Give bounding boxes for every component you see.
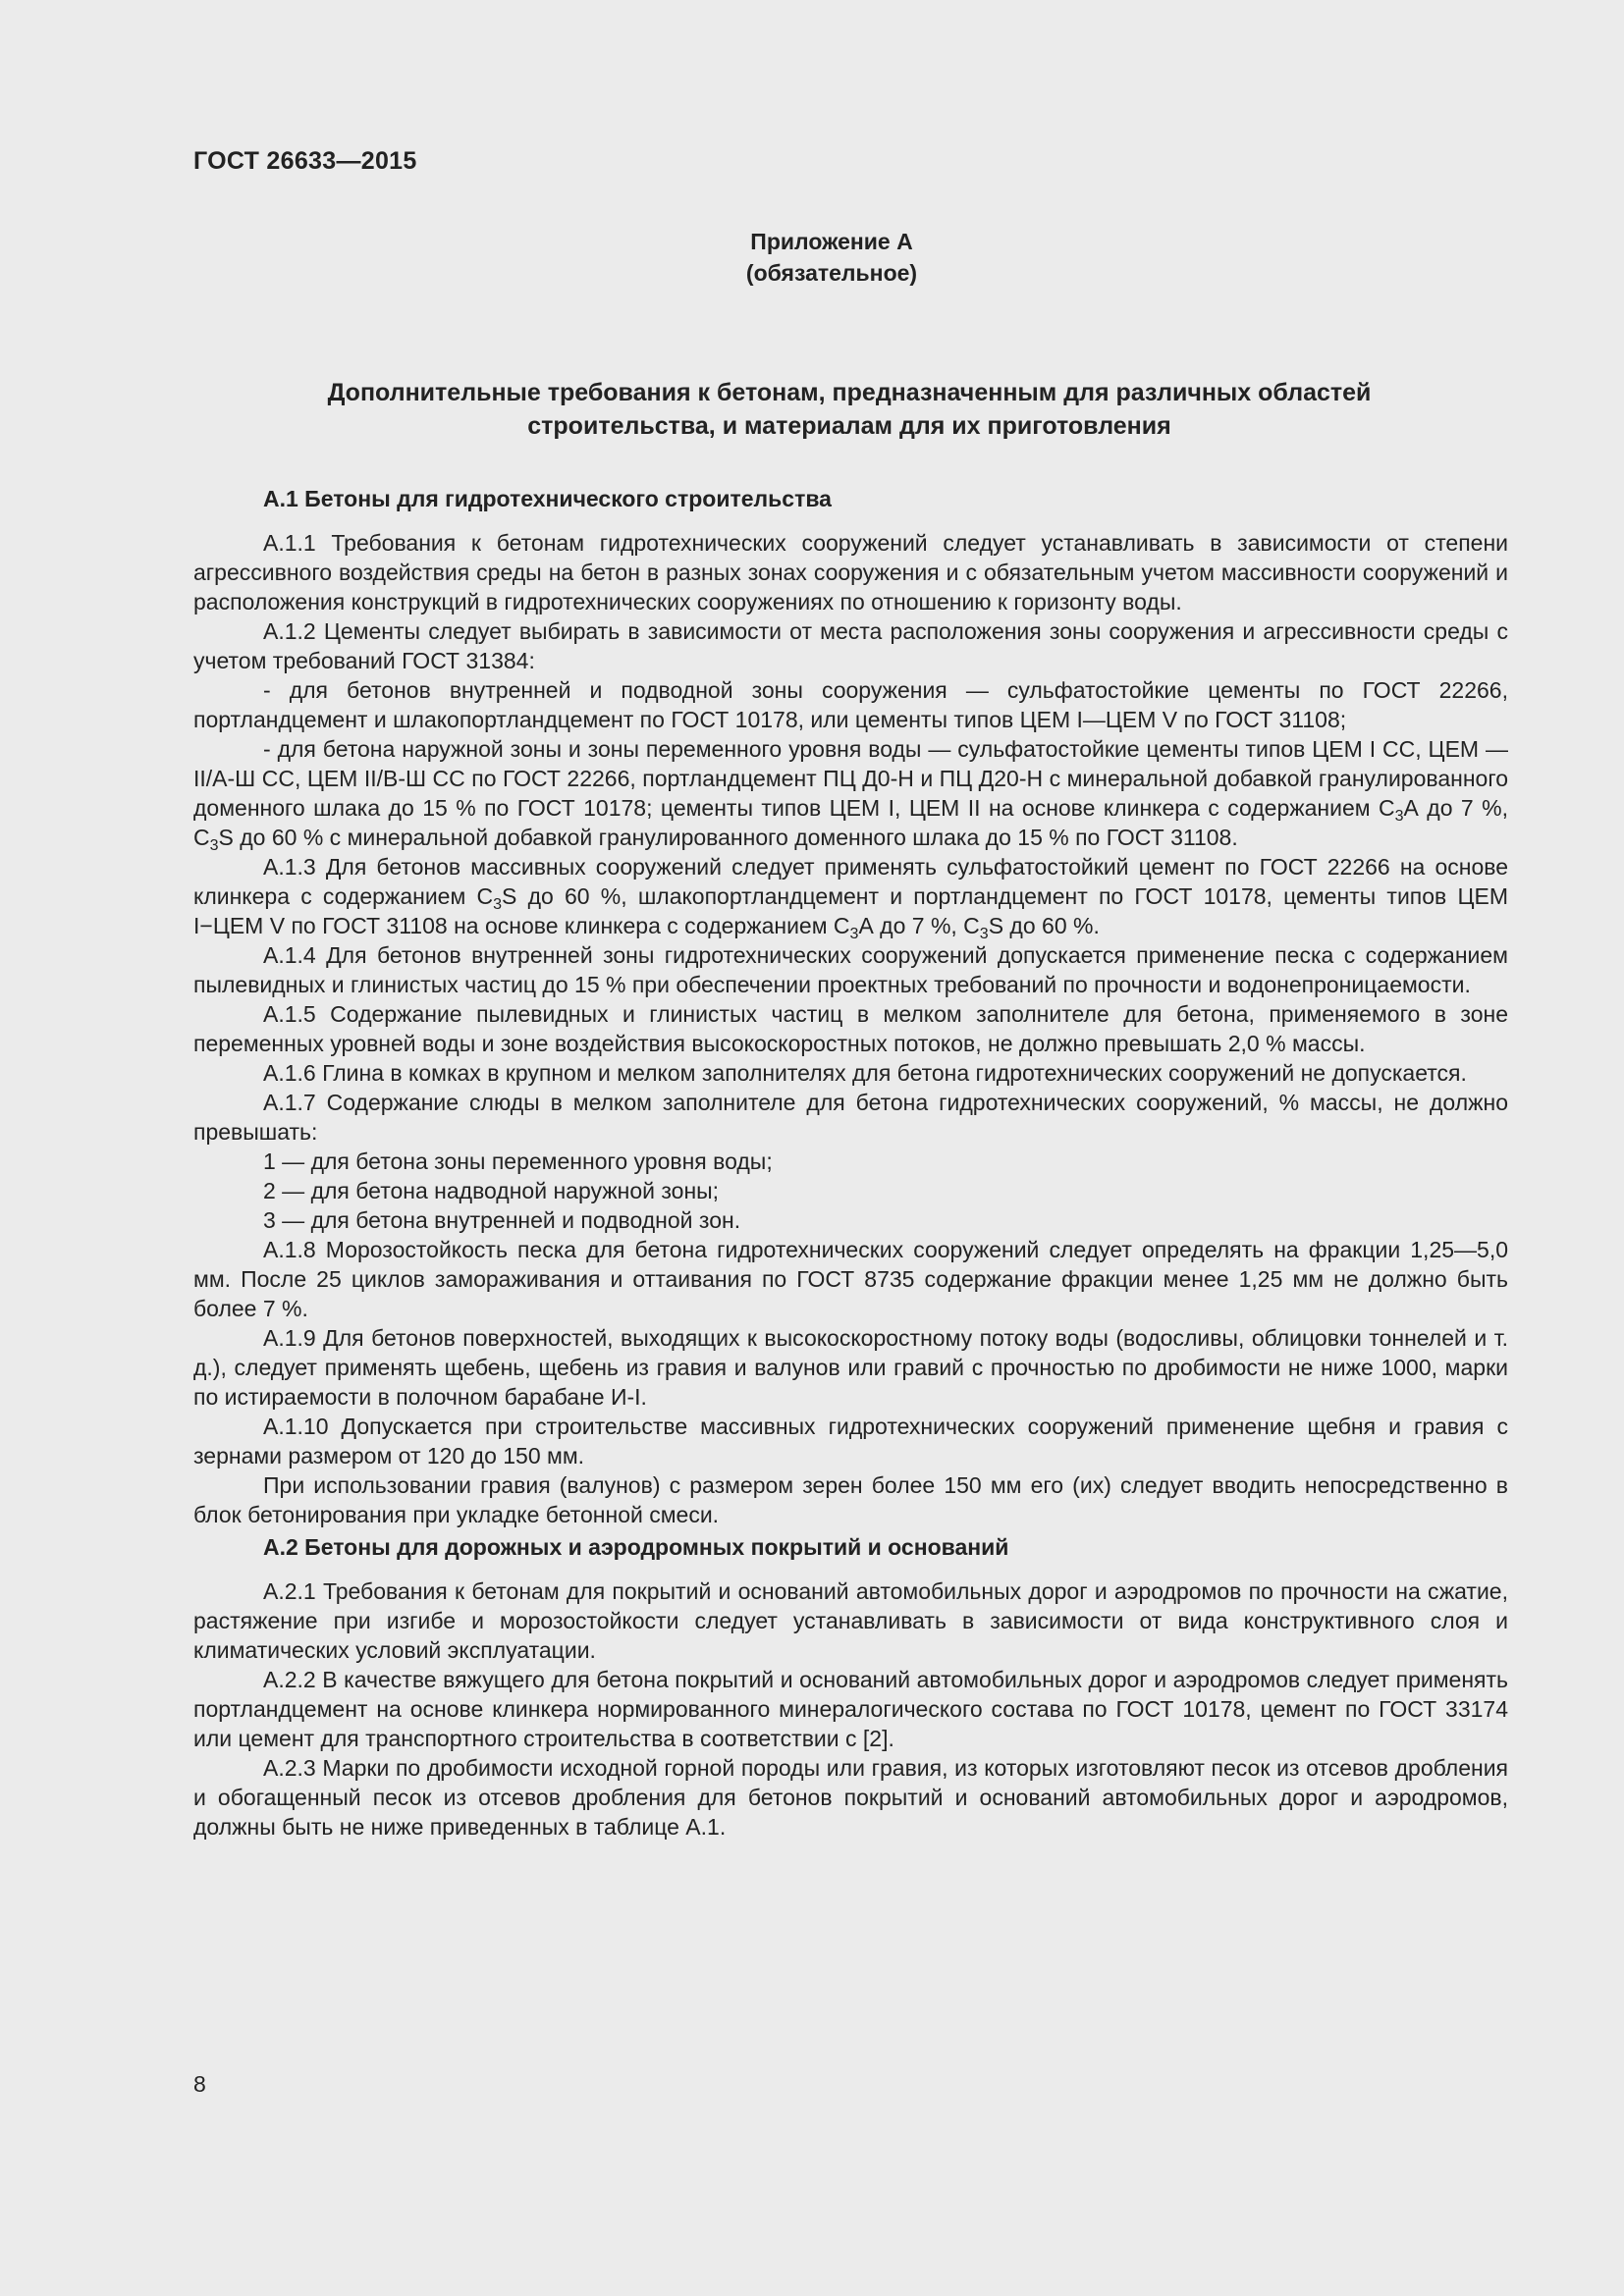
paragraph-a-2-1: А.2.1 Требования к бетонам для покрытий и оснований автомобильных дорог и аэродромов по прочности на сжатие, растяжение при изгибе и морозостойкости следует устанавливать в зависимости от вида конструктивного слоя и климатических условий эксплуатации. xyxy=(193,1578,1508,1663)
subscript: 3 xyxy=(979,926,989,942)
paragraph-a-1-6: А.1.6 Глина в комках в крупном и мелком заполнителях для бетона гидротехнических сооружений не допускается. xyxy=(263,1060,1467,1086)
paragraph-a-1-2: А.1.2 Цементы следует выбирать в зависимости от места расположения зоны сооружения и агрессивности среды с учетом требований ГОСТ 31384: xyxy=(193,618,1508,673)
subscript: 3 xyxy=(493,896,503,913)
paragraph-a-1-1: А.1.1 Требования к бетонам гидротехнических сооружений следует устанавливать в зависимости от степени агрессивного воздействия среды на бетон в разных зонах сооружения и с обязательным учетом массивности сооружений и расположения конструкций в гидротехнических сооружениях по отношению к горизонту воды. xyxy=(193,530,1508,614)
appendix-heading xyxy=(0,226,1624,289)
appendix-subtitle: (обязательное) xyxy=(745,260,918,286)
dash-2-text-a: - для бетона наружной зоны и зоны переменного уровня воды — сульфатостойкие цементы типов ЦЕМ I СС, ЦЕМ — II/А-Ш СС, ЦЕМ II/В-Ш СС по ГОСТ 22266, портландцемент ПЦ Д0-Н и ПЦ Д20-Н с минеральной добавкой гранулированного доменного шлака до 15 % по ГОСТ 10178; цементы типов ЦЕМ I, ЦЕМ II на основе клинкера с содержанием С xyxy=(193,736,1508,821)
paragraph-a-1-10: А.1.10 Допускается при строительстве массивных гидротехнических сооружений применение щебня и гравия с зернами размером от 120 до 150 мм. xyxy=(193,1414,1508,1468)
subscript: 3 xyxy=(209,837,219,854)
a-1-3-text-a: А.1.3 Для бетонов массивных сооружений следует применять сульфатостойкий цемент по ГОСТ 22266 на основе клинкера с содержанием С xyxy=(193,854,1508,909)
subscript: 3 xyxy=(1394,808,1404,825)
a-1-3-text-b: S до 60 %, шлакопортландцемент и портландцемент по ГОСТ 10178, цементы типов ЦЕМ I−ЦЕМ V по ГОСТ 31108 на основе клинкера с содержанием С xyxy=(193,883,1508,938)
paragraph-a-1-7: А.1.7 Содержание слюды в мелком заполнителе для бетона гидротехнических сооружений, % массы, не должно превышать: xyxy=(193,1090,1508,1145)
dash-2-text-b: А до 7 %, С xyxy=(193,795,1508,850)
paragraph-a-1-5: А.1.5 Содержание пылевидных и глинистых частиц в мелком заполнителе для бетона, применяемого в зоне переменных уровней воды и зоне воздействия высокоскоростных потоков, не должно превышать 2,0 % массы. xyxy=(193,1001,1508,1056)
page-number: 8 xyxy=(193,2071,206,2097)
list-item-1: 1 — для бетона зоны переменного уровня воды; xyxy=(263,1148,773,1174)
main-title xyxy=(193,376,1505,443)
subscript: 3 xyxy=(849,926,859,942)
dash-2-text-c: S до 60 % с минеральной добавкой гранулированного доменного шлака до 15 % по ГОСТ 31108. xyxy=(218,825,1238,850)
paragraph-a-1-10-continued: При использовании гравия (валунов) с размером зерен более 150 мм его (их) следует вводить непосредственно в блок бетонирования при укладке бетонной смеси. xyxy=(193,1472,1508,1527)
paragraph-a-1-4: А.1.4 Для бетонов внутренней зоны гидротехнических сооружений допускается применение песка с содержанием пылевидных и глинистых частиц до 15 % при обеспечении проектных требований по прочности и водонепроницаемости. xyxy=(193,942,1508,997)
list-item-dash-2 xyxy=(193,734,1508,852)
document-code: ГОСТ 26633—2015 xyxy=(193,147,417,175)
section-heading-a2: А.2 Бетоны для дорожных и аэродромных покрытий и оснований xyxy=(263,1534,1009,1560)
paragraph-a-1-3 xyxy=(193,852,1508,940)
section-heading-a1: А.1 Бетоны для гидротехнического строительства xyxy=(263,486,832,511)
list-item-3: 3 — для бетона внутренней и подводной зон. xyxy=(263,1207,741,1233)
a-1-3-text-d: S до 60 %. xyxy=(988,913,1100,938)
paragraph-a-2-3: А.2.3 Марки по дробимости исходной горной породы или гравия, из которых изготовляют песок из отсевов дробления и обогащенный песок из отсевов дробления для бетонов покрытий и оснований автомобильных дорог и аэродромов, должны быть не ниже приведенных в таблице А.1. xyxy=(193,1755,1508,1840)
main-title-line-2: строительства, и материалам для их приготовления xyxy=(527,412,1171,440)
paragraph-a-2-2: А.2.2 В качестве вяжущего для бетона покрытий и оснований автомобильных дорог и аэродромов следует применять портландцемент на основе клинкера нормированного минералогического состава по ГОСТ 10178, цемент по ГОСТ 33174 или цемент для транспортного строительства в соответствии с [2]. xyxy=(193,1667,1508,1751)
list-item-dash-1: - для бетонов внутренней и подводной зоны сооружения — сульфатостойкие цементы по ГОСТ 22266, портландцемент и шлакопортландцемент по ГОСТ 10178, или цементы типов ЦЕМ I—ЦЕМ V по ГОСТ 31108; xyxy=(193,677,1508,732)
list-item-2: 2 — для бетона надводной наружной зоны; xyxy=(263,1178,720,1203)
paragraph-a-1-9: А.1.9 Для бетонов поверхностей, выходящих к высокоскоростному потоку воды (водосливы, облицовки тоннелей и т. д.), следует применять щебень, щебень из гравия и валунов или гравий с прочностью по дробимости не ниже 1000, марки по истираемости в полочном барабане И-I. xyxy=(193,1325,1508,1410)
appendix-title: Приложение А xyxy=(750,229,913,254)
paragraph-a-1-8: А.1.8 Морозостойкость песка для бетона гидротехнических сооружений следует определять на фракции 1,25—5,0 мм. После 25 циклов замораживания и оттаивания по ГОСТ 8735 содержание фракции менее 1,25 мм не должно быть более 7 %. xyxy=(193,1237,1508,1321)
a-1-3-text-c: А до 7 %, С xyxy=(858,913,980,938)
document-body xyxy=(193,484,1508,1842)
main-title-line-1: Дополнительные требования к бетонам, предназначенным для различных областей xyxy=(327,379,1372,406)
